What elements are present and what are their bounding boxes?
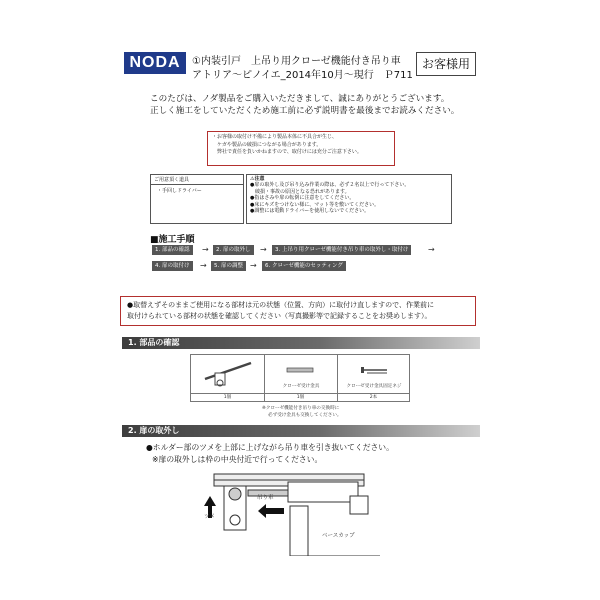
note-line: 取付けられている部材の状態を確認してください（写真撮影等で記録することをお奨めします）。 xyxy=(127,312,432,320)
tools-header: ご用意頂く道具 xyxy=(151,175,243,185)
warning-icon: ⚠ xyxy=(250,176,255,182)
hanger-wheel-image xyxy=(201,359,257,389)
step-1: 1. 部品の確認 xyxy=(152,245,193,255)
warning-box xyxy=(207,131,395,166)
replace-note xyxy=(120,296,476,326)
noda-logo: NODA xyxy=(124,52,186,74)
parts-note: 必ず受け金具も交換してください。 xyxy=(268,413,342,418)
parts-note: ※クローゼ機能付き吊り車の交換時に xyxy=(262,406,340,411)
tool-item: ・手回しドライバー xyxy=(157,188,202,194)
closer-bracket-image xyxy=(281,363,321,377)
caution-item: ●扉の取外し及び吊り込み作業の際は、必ず２名以上で行って下さい。 xyxy=(250,182,410,189)
part-qty: 1個 xyxy=(223,395,232,400)
step-arrow: → xyxy=(260,245,267,254)
step-arrow: → xyxy=(428,245,435,254)
intro-line-1: このたびは、ノダ製品をご購入いただきまして、誠にありがとうございます。 xyxy=(150,94,450,104)
procedure-heading: ■施工手順 xyxy=(150,235,195,245)
note-line: ●取替えずそのままご使用になる部材は元の状態（位置、方向）に取付け直しますので、作業前に xyxy=(127,301,434,309)
caution-item: ●床にキズをつけない様に、マット等を敷いてください。 xyxy=(250,201,380,208)
part-name: クローゼ受け金具固定ネジ xyxy=(346,384,402,389)
caution-title: 注意 xyxy=(254,176,265,182)
step-5: 5. 扉の調整 xyxy=(211,261,246,271)
warning-line: ・お客様の取付け不備により製品本体に不具合が生じ、 xyxy=(212,134,338,140)
section-1-bar: 1. 部品の確認 xyxy=(122,337,480,349)
step-arrow: → xyxy=(250,261,257,270)
tools-box xyxy=(150,174,244,224)
section-2-line-2: ※扉の取外しは枠の中央付近で行ってください。 xyxy=(152,455,323,464)
step-2: 2. 扉の取外し xyxy=(213,245,254,255)
screw-image xyxy=(357,363,397,377)
warning-line: 弊社で責任を負いかねますので、取付けには充分ご注意下さい。 xyxy=(212,149,362,155)
section-2-bar: 2. 扉の取外し xyxy=(122,425,480,437)
customer-label: お客様用 xyxy=(416,52,476,76)
caution-item: ●調整には電動ドライバーを使用しないでください。 xyxy=(250,208,370,215)
section-2-line-1: ●ホルダー部のツメを上部に上げながら吊り車を引き抜いてください。 xyxy=(146,443,394,452)
base-cup-label: ベースカップ xyxy=(322,533,355,539)
hanger-label: 吊り車 xyxy=(257,495,274,501)
part-qty: 2本 xyxy=(369,395,378,400)
caution-box xyxy=(246,174,452,224)
intro-line-2: 正しく施工をしていただくため施工前に必ず説明書を最後までお読みください。 xyxy=(150,106,460,116)
step-arrow: → xyxy=(202,245,209,254)
claw-label: ツメ xyxy=(204,514,215,520)
door-removal-diagram xyxy=(190,466,380,556)
caution-item: ●指はさみや扉の転倒に注意をしてください。 xyxy=(250,195,355,202)
step-4: 4. 扉の取付け xyxy=(152,261,193,271)
part-name: クローゼ受け金具 xyxy=(282,384,320,389)
step-6: 6. クローゼ機能のセッティング xyxy=(262,261,346,271)
manual-subtitle: アトリア～ピノイエ_2014年10月～現行 Ｐ711 xyxy=(192,70,413,81)
part-qty: 1個 xyxy=(296,395,305,400)
manual-title: ①内装引戸 上吊り用クローゼ機能付き吊り車 xyxy=(192,56,401,67)
step-3: 3. 上吊り用クローゼ機能付き吊り車の取外し・取付け xyxy=(272,245,411,255)
caution-item: 破損・事故の原因となる恐れがあります。 xyxy=(250,188,350,195)
parts-table xyxy=(190,354,410,402)
step-arrow: → xyxy=(200,261,207,270)
warning-line: ケガや製品の破損につながる場合があります。 xyxy=(212,141,322,148)
